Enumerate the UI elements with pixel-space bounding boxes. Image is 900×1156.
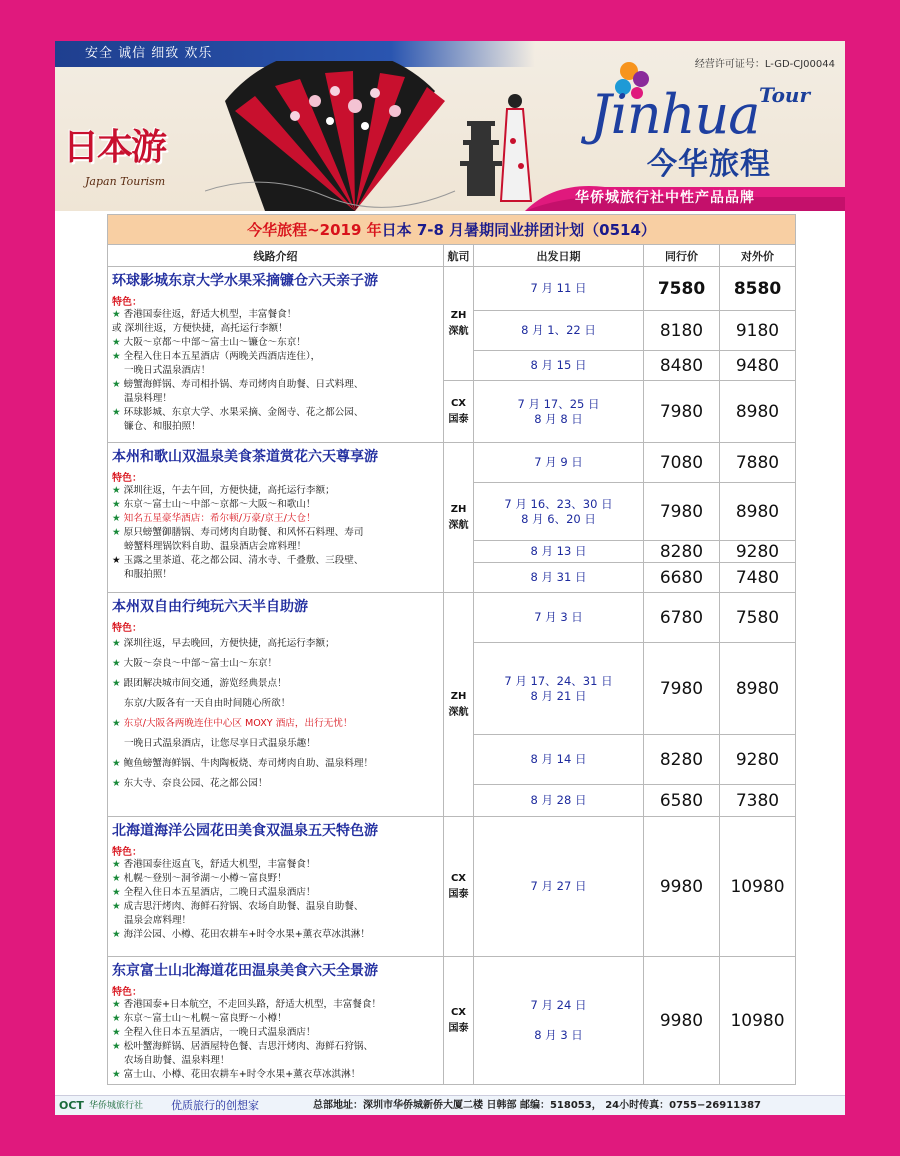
feature-text: 农场自助餐、温泉料理！ [124,1055,230,1066]
peer-price: 6580 [644,785,720,817]
star-bullet-icon: ★ [112,1013,121,1024]
feature-label: 特色： [112,623,142,634]
feature-text: 螃蟹海鲜锅、寿司相扑锅、寿司烤肉自助餐、日式料理、 [123,379,364,390]
peer-price: 6780 [644,593,720,643]
departure-dates: 7 月 3 日 [474,593,644,643]
feature-text: 香港国泰+日本航空，不走回头路，舒适大机型，丰富餐食！ [123,999,382,1010]
airline-name: 深航 [448,519,469,531]
star-bullet-icon: ★ [112,758,121,769]
peer-price: 9980 [644,817,720,957]
feature-text: 大阪～京都～中部～富士山～镰仓～东京！ [123,337,306,348]
feature-line [112,654,439,674]
retail-price: 10980 [720,957,796,1085]
peer-price: 8480 [644,351,720,381]
star-bullet-icon: ★ [112,999,121,1010]
feature-line [112,674,439,694]
feature-text: 富士山、小樽、花田农耕车+时令水果+薰衣草冰淇淋！ [123,1069,361,1080]
table-row [108,817,796,957]
feature-label: 特色： [112,847,142,858]
departure-dates: 8 月 15 日 [474,351,644,381]
star-bullet-icon: ★ [112,407,121,418]
retail-price: 7580 [720,593,796,643]
star-bullet-icon: ★ [112,929,121,940]
feature-text: 或 深圳往返，方便快捷，高托运行李额！ [112,323,288,334]
footer-logo: OCT [59,1099,84,1112]
peer-price: 6680 [644,563,720,593]
star-bullet-icon: ★ [112,658,121,669]
feature-text: 东京～富士山～札幌～富良野～小樽！ [123,1013,287,1024]
feature-line [112,540,439,554]
route-name: 北海道海洋公园花田美食双温泉五天特色游 [112,823,378,839]
header-peer-price: 同行价 [644,245,720,267]
retail-price: 9280 [720,735,796,785]
retail-price: 8980 [720,643,796,735]
star-bullet-icon: ★ [112,718,121,729]
feature-line [112,420,439,434]
feature-line [112,1068,439,1082]
feature-text: 东京/大阪各有一天自由时间随心所欲！ [124,698,291,709]
departure-dates: 8 月 13 日 [474,541,644,563]
airline-code: CX [450,872,467,884]
feature-text: 原只螃蟹御膳锅、寿司烤肉自助餐、和风怀石料理、寿司 [123,527,364,538]
feature-line [112,378,439,392]
table-title-brand-year: 今华旅程~2019 年 [247,221,382,239]
airline-cell [444,593,474,817]
peer-price: 7580 [644,267,720,311]
star-bullet-icon: ★ [112,499,121,510]
tour-schedule-table [107,214,795,1085]
feature-line [112,484,439,498]
star-bullet-icon: ★ [112,1041,121,1052]
table-title-text: 日本 7-8 月暑期同业拼团计划（0514） [381,221,656,239]
feature-text: 一晚日式温泉酒店！ [124,365,211,376]
star-bullet-icon: ★ [112,1027,121,1038]
feature-line [112,406,439,420]
feature-text: 螃蟹料理锅饮料自助、温泉酒店会席料理！ [124,541,307,552]
route-description [108,817,444,957]
table-title [108,215,796,245]
peer-price: 7980 [644,643,720,735]
footer-slogan: 优质旅行的创想家 [171,1099,259,1112]
table-title-row [108,215,796,245]
star-bullet-icon: ★ [112,379,121,390]
feature-line [112,350,439,364]
departure-dates: 7 月 17、25 日 8 月 8 日 [474,381,644,443]
airline-code: ZH [450,690,467,702]
feature-line [112,858,439,872]
fan-graphic [225,61,445,211]
table-header-row [108,245,796,267]
slogan-bar: 安全 诚信 细致 欢乐 [55,41,535,67]
feature-line [112,568,439,582]
star-bullet-icon: ★ [112,778,121,789]
route-name: 本州双自由行纯玩六天半自助游 [112,599,308,615]
brand-latin-name: Jinhua [590,83,760,146]
route-description [108,267,444,443]
star-bullet-icon: ★ [112,901,121,912]
departure-dates: 7 月 24 日 8 月 3 日 [474,957,644,1085]
retail-price: 8980 [720,483,796,541]
feature-text: 大阪～奈良～中部～富士山～东京！ [123,658,278,669]
star-bullet-icon: ★ [112,887,121,898]
airline-cell [444,443,474,593]
feature-text: 跟团解决城市间交通，游览经典景点！ [123,678,287,689]
departure-dates: 7 月 11 日 [474,267,644,311]
departure-dates: 7 月 9 日 [474,443,644,483]
feature-line [112,694,439,714]
feature-line [112,1054,439,1068]
retail-price: 9280 [720,541,796,563]
star-bullet-icon: ★ [112,337,121,348]
feature-text: 成吉思汗烤肉、海鲜石狩锅、农场自助餐、温泉自助餐、 [123,901,364,912]
header-route: 线路介绍 [108,245,444,267]
departure-dates: 8 月 31 日 [474,563,644,593]
peer-price: 8280 [644,541,720,563]
feature-text: 知名五星豪华酒店：希尔顿/万豪/京王/大仓！ [123,513,316,524]
header-retail-price: 对外价 [720,245,796,267]
retail-price: 8980 [720,381,796,443]
header-banner [55,41,845,211]
japan-fan-illustration [205,61,535,211]
airline-cell [444,957,474,1085]
feature-text: 玉露之里茶道、花之都公园、清水寺、千叠敷、三段壁、 [123,555,364,566]
feature-text: 香港国泰往返，舒适大机型，丰富餐食！ [123,309,297,320]
feature-line [112,392,439,406]
feature-line [112,914,439,928]
license-number: 经营许可证号：L-GD-CJ00044 [694,59,835,70]
route-description [108,443,444,593]
peer-price: 8280 [644,735,720,785]
feature-line [112,998,439,1012]
feature-label: 特色： [112,473,142,484]
header-departure-date: 出发日期 [474,245,644,267]
feature-line [112,928,439,942]
feature-text: 深圳往返，午去午回，方便快捷，高托运行李额； [123,485,335,496]
retail-price: 7880 [720,443,796,483]
feature-line [112,336,439,350]
star-bullet-icon: ★ [112,873,121,884]
feature-text: 环球影城、东京大学、水果采摘、金阁寺、花之都公园、 [123,407,364,418]
feature-line [112,872,439,886]
feature-line [112,886,439,900]
feature-line [112,554,439,568]
feature-text: 香港国泰往返直飞，舒适大机型，丰富餐食！ [123,859,316,870]
pagoda-graphic [460,121,502,196]
feature-text: 全程入住日本五星酒店（两晚关西酒店连住）， [123,351,321,362]
feature-line [112,714,439,734]
airline-cell [444,381,474,443]
departure-dates: 7 月 17、24、31 日 8 月 21 日 [474,643,644,735]
feature-text: 松叶蟹海鲜锅、居酒屋特色餐、吉思汗烤肉、海鲜石狩锅、 [123,1041,374,1052]
departure-dates: 8 月 1、22 日 [474,311,644,351]
footer-address: 总部地址：深圳市华侨城新侨大厦二楼 日韩部 邮编：518053， 24小时传真：0755−26911387 [313,1100,761,1111]
feature-text: 全程入住日本五星酒店，二晚日式温泉酒店！ [123,887,316,898]
brand-tour-word: Tour [759,83,811,107]
feature-line [112,734,439,754]
airline-name: 深航 [448,706,469,718]
footer-logo-text: 华侨城旅行社 [89,1101,144,1111]
feature-line [112,634,439,654]
japan-tour-subtitle: Japan Tourism [85,175,166,188]
star-bullet-icon: ★ [112,485,121,496]
airline-name: 国泰 [448,1022,469,1034]
route-name: 东京富士山北海道花田温泉美食六天全景游 [112,963,378,979]
retail-price: 9180 [720,311,796,351]
feature-text: 鲍鱼螃蟹海鲜锅、牛肉陶板烧、寿司烤肉自助、温泉料理！ [123,758,374,769]
feature-line [112,900,439,914]
retail-price: 7380 [720,785,796,817]
peer-price: 9980 [644,957,720,1085]
airline-code: CX [450,397,467,409]
feature-line [112,1012,439,1026]
airline-cell [444,817,474,957]
feature-text: 东京/大阪各两晚连住中心区 MOXY 酒店，出行无忧！ [123,718,353,729]
peer-price: 7080 [644,443,720,483]
route-description [108,593,444,817]
feature-line [112,1040,439,1054]
departure-dates: 8 月 14 日 [474,735,644,785]
table-row [108,443,796,483]
peer-price: 7980 [644,381,720,443]
departure-dates: 7 月 16、23、30 日 8 月 6、20 日 [474,483,644,541]
feature-label: 特色： [112,297,142,308]
feature-text: 全程入住日本五星酒店，一晚日式温泉酒店！ [123,1027,316,1038]
retail-price: 8580 [720,267,796,311]
table-row [108,957,796,1085]
table-row [108,593,796,643]
retail-price: 7480 [720,563,796,593]
feature-line [112,1026,439,1040]
airline-name: 国泰 [448,888,469,900]
header-airline: 航司 [444,245,474,267]
table-row [108,267,796,311]
feature-text: 深圳往返，早去晚回，方便快捷，高托运行李额； [123,638,335,649]
peer-price: 7980 [644,483,720,541]
star-bullet-icon: ★ [112,859,121,870]
footer-bar [55,1095,845,1115]
feature-line [112,774,439,794]
star-bullet-icon: ★ [112,527,121,538]
airline-code: ZH [450,309,467,321]
feature-line [112,526,439,540]
airline-cell [444,267,474,381]
feature-text: 东大寺、奈良公园、花之都公园！ [123,778,268,789]
airline-code: ZH [450,503,467,515]
feature-text: 镰仓、和服拍照！ [124,421,201,432]
airline-code: CX [450,1006,467,1018]
feature-line [112,364,439,378]
feature-text: 札幌～登别～洞爷湖～小樽～富良野！ [123,873,287,884]
airline-name: 深航 [448,325,469,337]
route-name: 环球影城东京大学水果采摘镰仓六天亲子游 [112,273,378,289]
feature-text: 温泉料理！ [124,393,172,404]
feature-text: 和服拍照！ [124,569,172,580]
feature-line [112,512,439,526]
star-bullet-icon: ★ [112,1069,121,1080]
feature-line [112,754,439,774]
feature-text: 海洋公园、小樽、花田农耕车+时令水果+薰衣草冰淇淋！ [123,929,370,940]
peer-price: 8180 [644,311,720,351]
feature-label: 特色： [112,987,142,998]
route-name: 本州和歌山双温泉美食茶道赏花六天尊享游 [112,449,378,465]
feature-line [112,308,439,322]
star-bullet-icon: ★ [112,678,121,689]
feature-line [112,498,439,512]
star-bullet-icon: ★ [112,351,121,362]
departure-dates: 7 月 27 日 [474,817,644,957]
flyer-sheet [55,41,845,1115]
retail-price: 9480 [720,351,796,381]
departure-dates: 8 月 28 日 [474,785,644,817]
star-bullet-icon: ★ [112,513,121,524]
route-description [108,957,444,1085]
brand-tagline: 华侨城旅行社中性产品品牌 [575,190,755,206]
feature-text: 温泉会席料理！ [124,915,192,926]
retail-price: 10980 [720,817,796,957]
star-bullet-icon: ★ [112,555,121,566]
brand-chinese-name: 今华旅程 [647,147,771,182]
feature-text: 东京～富士山～中部～京都～大阪～和歌山！ [123,499,316,510]
airline-name: 国泰 [448,413,469,425]
star-bullet-icon: ★ [112,309,121,320]
star-bullet-icon: ★ [112,638,121,649]
feature-line [112,322,439,336]
japan-tour-title: 日本游 [63,126,166,168]
feature-text: 一晚日式温泉酒店，让您尽享日式温泉乐趣！ [124,738,316,749]
